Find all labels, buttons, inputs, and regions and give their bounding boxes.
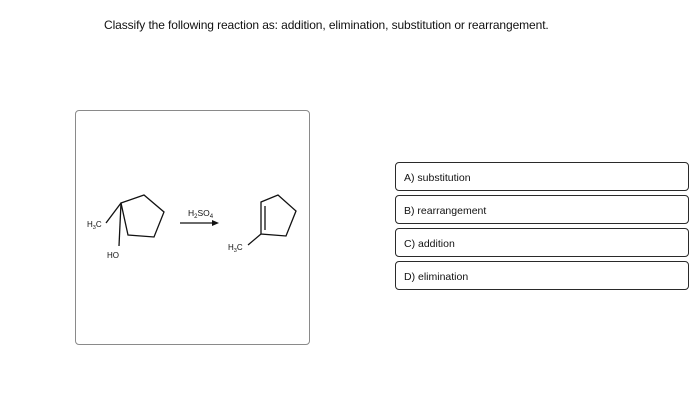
option-b-button[interactable]: B) rearrangement xyxy=(395,195,689,224)
reaction-arrow-group xyxy=(180,208,219,226)
reactant-methyl-bond xyxy=(106,203,121,223)
reactant-ring xyxy=(121,195,164,237)
product-structure xyxy=(228,195,296,254)
product-methyl-bond xyxy=(248,234,261,245)
option-c-button[interactable]: C) addition xyxy=(395,228,689,257)
reaction-arrow-head xyxy=(212,220,219,226)
option-d-button[interactable]: D) elimination xyxy=(395,261,689,290)
reactant-structure xyxy=(87,195,164,260)
reactant-hydroxyl-label: HO xyxy=(107,251,119,260)
reagent-label: $H_2SO_4$ xyxy=(188,208,214,220)
question-text: Classify the following reaction as: addition, elimination, substitution or rearrangement. xyxy=(104,18,549,32)
option-a-button[interactable]: A) substitution xyxy=(395,162,689,191)
reaction-scheme-panel xyxy=(75,110,310,345)
product-methyl-label: $H_3C$ xyxy=(228,243,243,254)
reaction-scheme xyxy=(76,111,309,344)
product-ring xyxy=(261,195,296,236)
reactant-methyl-label: $H_3C$ xyxy=(87,220,102,231)
reactant-hydroxyl-bond xyxy=(119,203,121,246)
answer-options xyxy=(395,162,689,294)
